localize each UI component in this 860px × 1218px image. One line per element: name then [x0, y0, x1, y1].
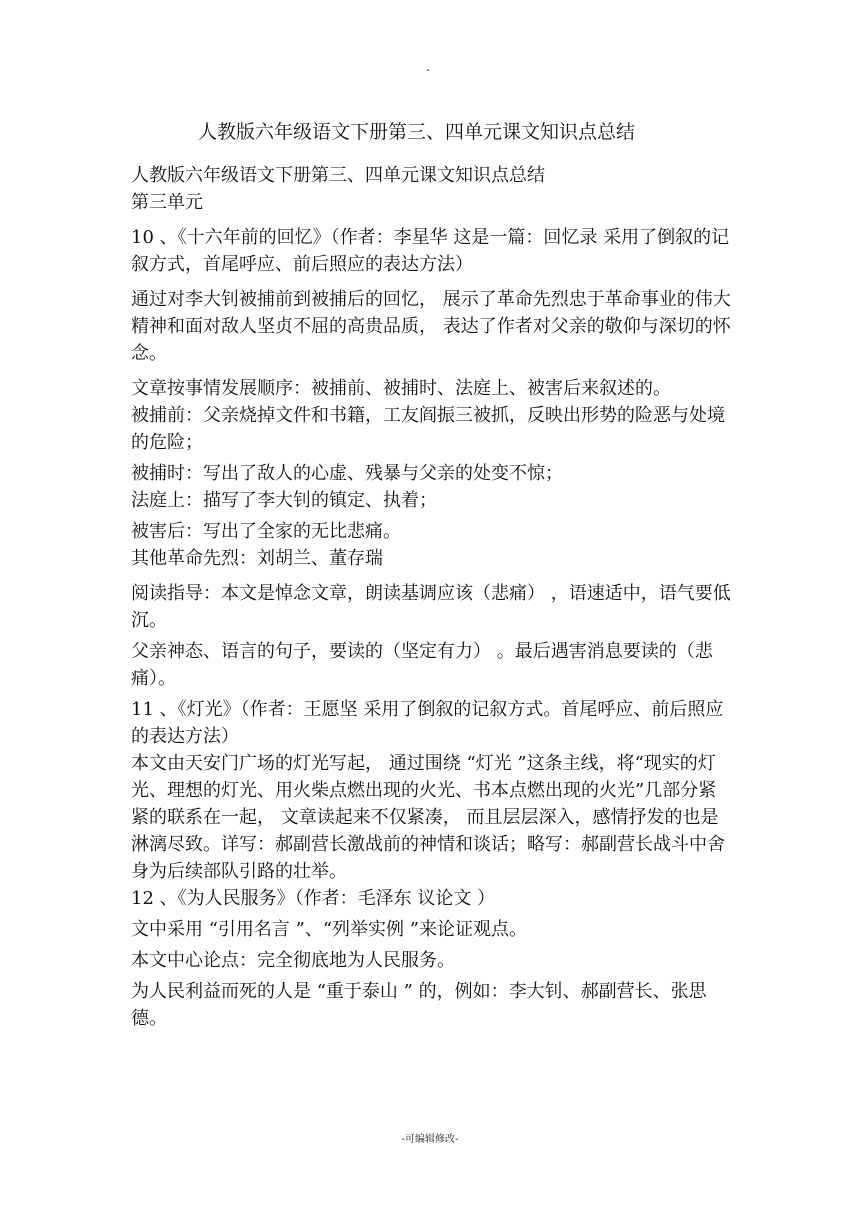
subtitle: 人教版六年级语文下册第三、四单元课文知识点总结	[131, 165, 545, 186]
lesson-10-reading-guide: 阅读指导：本文是悼念文章，朗读基调应该（悲痛） ，语速适中，语气要低沉。	[131, 583, 731, 631]
lesson-10-heading: 10 、《十六年前的回忆》（作者：李星华 这是一篇：回忆录 采用了倒叙的记叙方式，首尾呼应、前后照应的表达方法）	[131, 227, 730, 275]
lesson-10-after-death: 被害后：写出了全家的无比悲痛。	[131, 521, 401, 542]
lesson-12-thesis: 本文中心论点：完全彻底地为人民服务。	[131, 950, 455, 971]
unit-heading: 第三单元	[131, 192, 203, 213]
lesson-10-court: 法庭上：描写了李大钊的镇定、执着；	[131, 490, 437, 511]
lesson-12-method: 文中采用 “引用名言 ”、“列举实例 ”来论证观点。	[131, 919, 527, 940]
document-title: 人教版六年级语文下册第三、四单元课文知识点总结	[198, 121, 636, 143]
document-body	[131, 162, 731, 1032]
header-dot: .	[426, 60, 430, 74]
page-footer: -可编辑修改-	[401, 1134, 459, 1145]
lesson-11-heading: 11 、《灯光》（作者：王愿坚 采用了倒叙的记叙方式。首尾呼应、前后照应的表达方法）	[131, 699, 724, 747]
lesson-10-order: 文章按事情发展顺序：被捕前、被捕时、法庭上、被害后来叙述的。	[131, 378, 671, 399]
lesson-12-example: 为人民利益而死的人是 “重于泰山 ” 的，例如：李大钊、郝副营长、张思德。	[131, 981, 707, 1029]
lesson-10-during-arrest: 被捕时：写出了敌人的心虚、残暴与父亲的处变不惊；	[131, 463, 563, 484]
lesson-10-summary: 通过对李大钊被捕前到被捕后的回忆， 展示了革命先烈忠于革命事业的伟大精神和面对敌人坚贞不屈的高贵品质， 表达了作者对父亲的敬仰与深切的怀念。	[131, 289, 731, 364]
lesson-10-other-martyrs: 其他革命先烈：刘胡兰、董存瑞	[131, 548, 383, 569]
lesson-10-reading-tone: 父亲神态、语言的句子，要读的（坚定有力） 。最后遇害消息要读的（悲痛）。	[131, 641, 713, 689]
lesson-10-before-arrest: 被捕前：父亲烧掉文件和书籍，工友阎振三被抓，反映出形势的险恶与处境的危险；	[131, 405, 725, 453]
lesson-11-summary: 本文由天安门广场的灯光写起， 通过围绕 “灯光 ”这条主线，将“现实的灯光、理想的灯光、用火柴点燃出现的火光、书本点燃出现的火光”几部分紧紧的联系在一起， 文章读起来不仅紧凑， 而且层层深入，感情抒发的也是淋漓尽致。详写：郝副营长激战前的神情和谈话；略写：郝副营长战斗中舍身为后续部队引路的壮举。	[131, 753, 725, 882]
lesson-12-heading: 12 、《为人民服务》（作者：毛泽东 议论文 ）	[131, 888, 496, 909]
